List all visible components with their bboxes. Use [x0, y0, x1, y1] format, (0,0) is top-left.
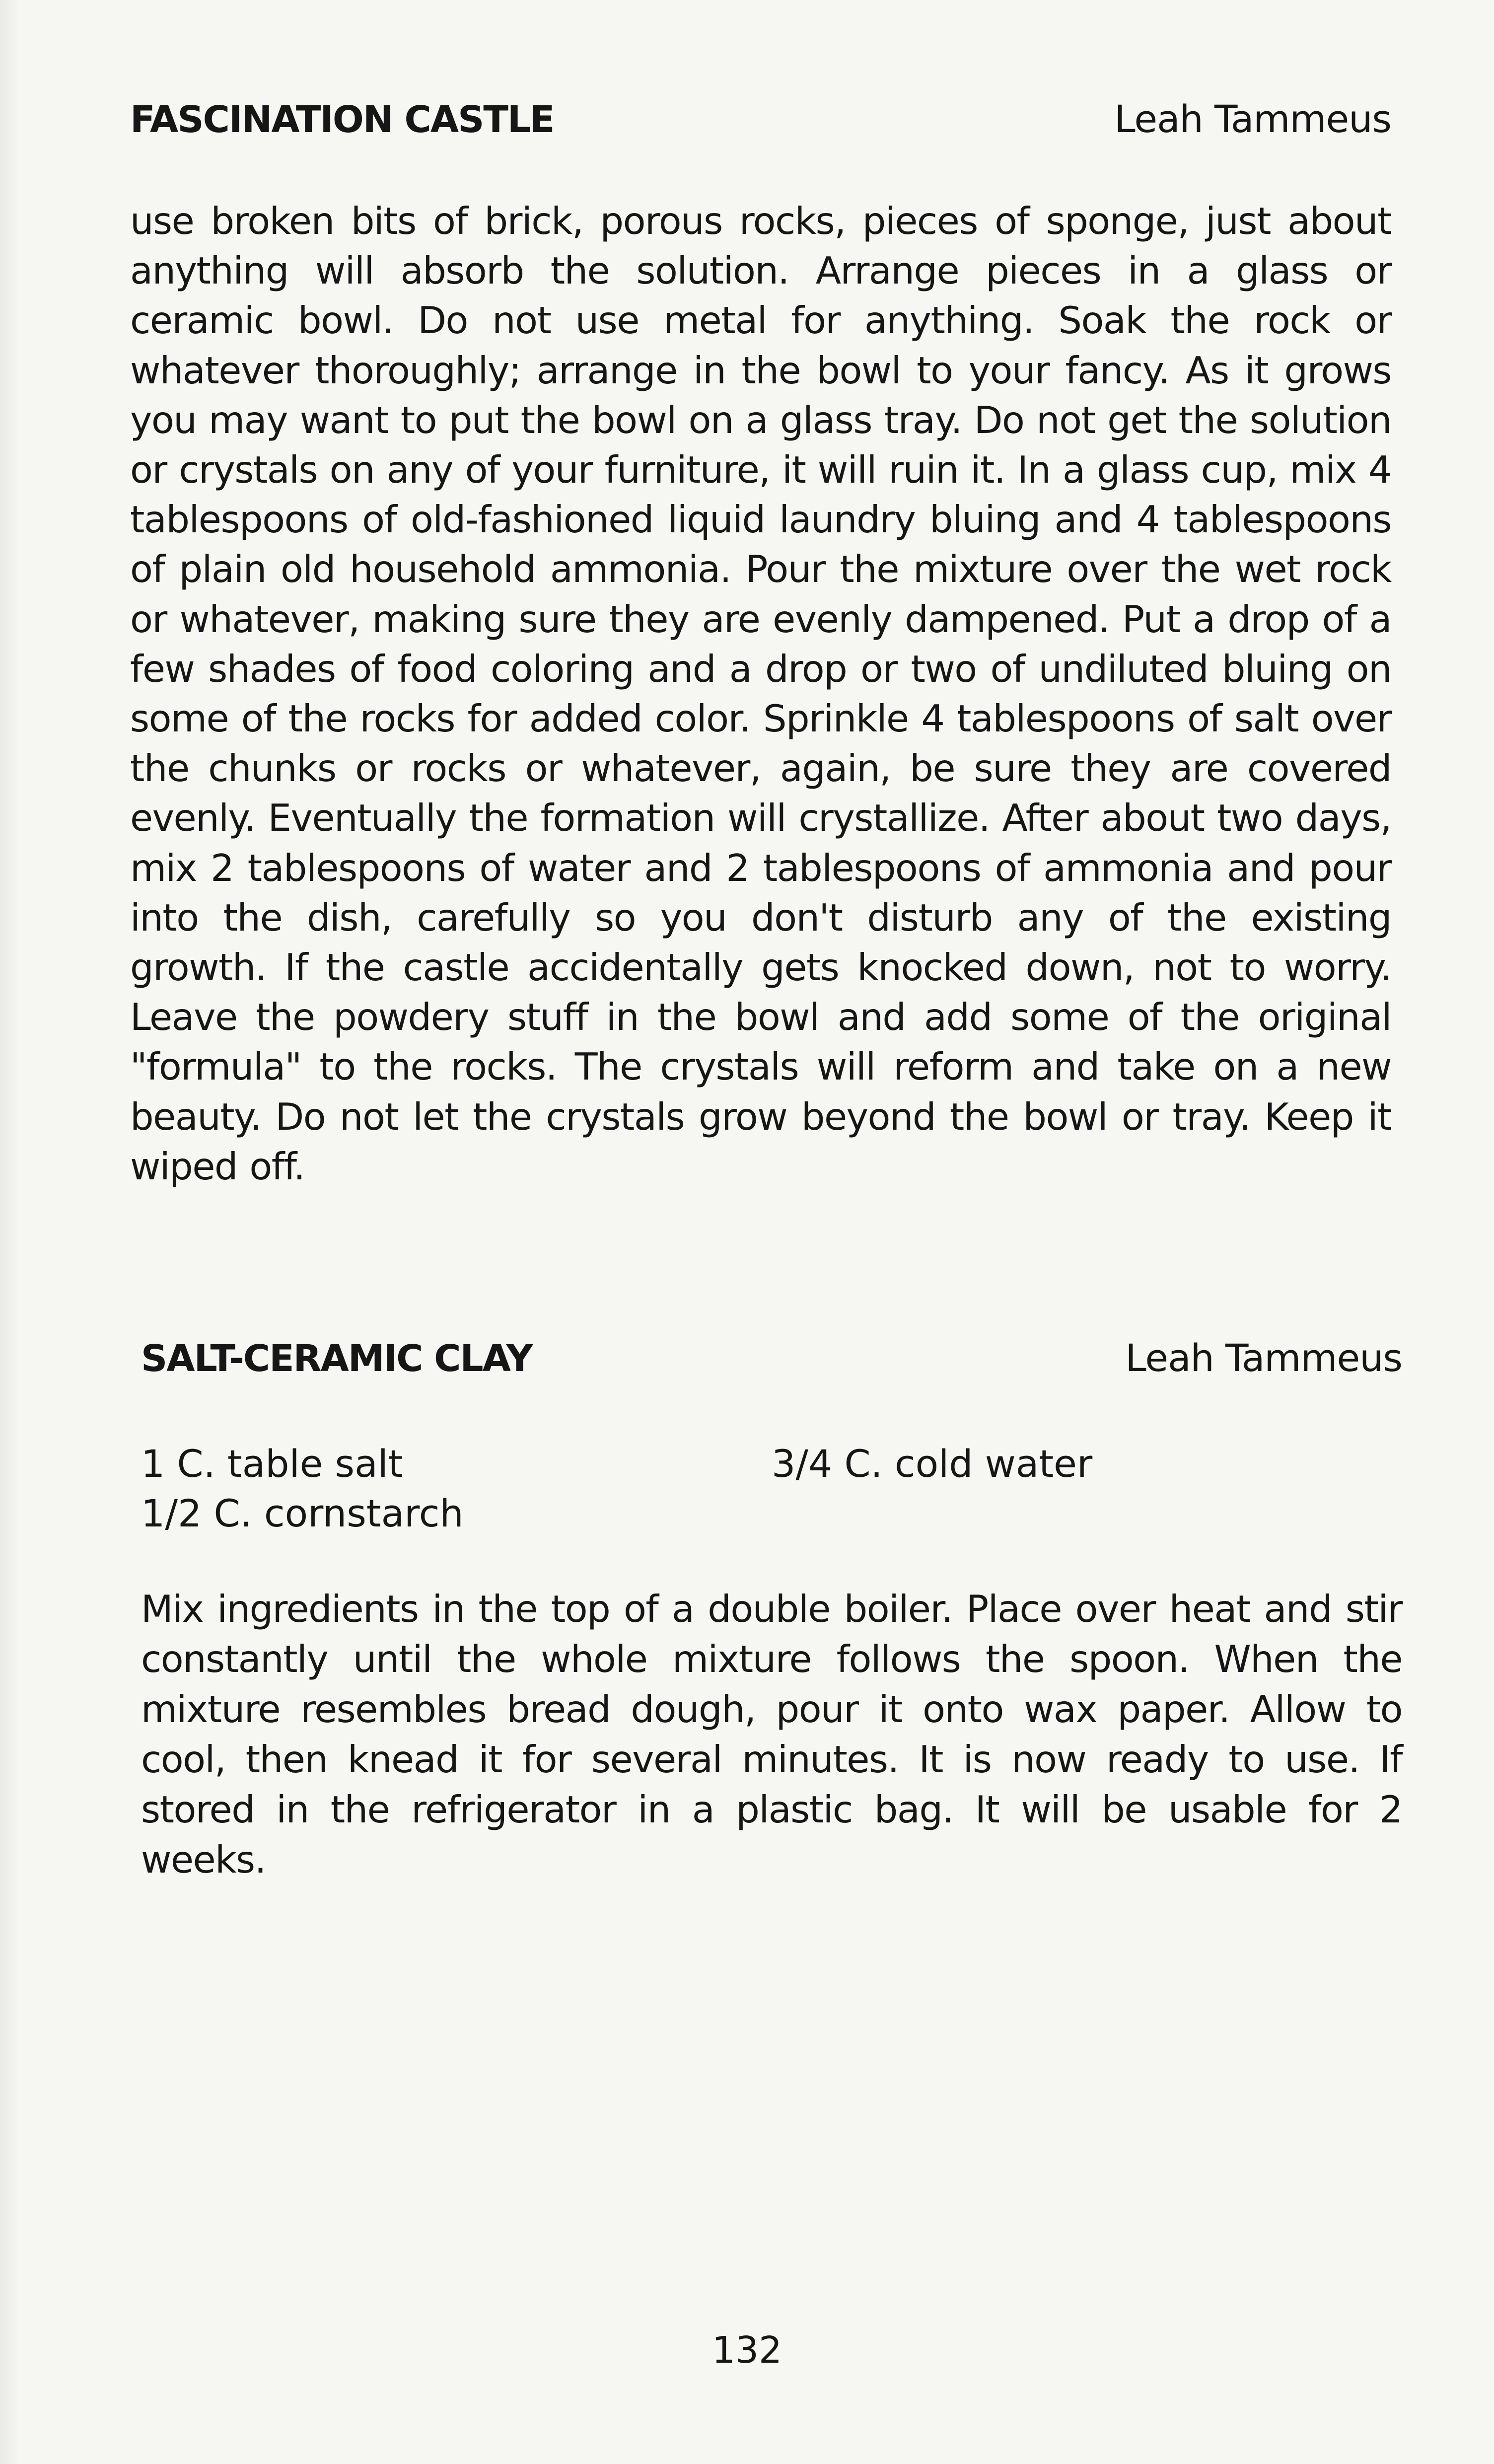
- recipe-author: Leah Tammeus: [1114, 97, 1391, 141]
- ingredient-item: 1 C. table salt: [141, 1442, 403, 1486]
- recipe-title: SALT-CERAMIC CLAY: [141, 1337, 532, 1380]
- ingredient-row: [141, 1489, 1402, 1538]
- recipe-title: FASCINATION CASTLE: [130, 98, 554, 141]
- recipe-instructions: Mix ingredients in the top of a double boiler. Place over heat and stir constantly until the whole mixture follows the spoon. When the mixture resembles bread dough, pour it onto wax paper. Allow to cool, then knead it for several minutes. It is now ready to use. If stored in the refrigerator in a plastic bag. It will be usable for 2 weeks.: [141, 1587, 1402, 1882]
- ingredient-item: 1/2 C. cornstarch: [141, 1491, 464, 1535]
- page-number: 132: [711, 2329, 783, 2372]
- ingredient-item-empty: [772, 1489, 1402, 1538]
- recipe-header-fascination-castle: [130, 97, 1391, 141]
- recipe-author: Leah Tammeus: [1125, 1336, 1402, 1380]
- recipe-header-salt-ceramic-clay: [141, 1336, 1402, 1380]
- ingredient-list: [141, 1439, 1402, 1538]
- ingredient-row: [141, 1439, 1402, 1489]
- page-edge-shadow: [0, 0, 20, 2464]
- recipe-instructions: use broken bits of brick, porous rocks, pieces of sponge, just about anything will absorb the solution. Arrange pieces in a glass or ceramic bowl. Do not use metal for anything. Soak the rock or whatever thoroughly; arrange in the bowl to your fancy. As it grows you may want to put the bowl on a glass tray. Do not get the solution or crystals on any of your furniture, it will ruin it. In a glass cup, mix 4 tablespoons of old-fashioned liquid laundry bluing and 4 tablespoons of plain old household ammonia. Pour the mixture over the wet rock or whatever, making sure they are evenly dampened. Put a drop of a few shades of food coloring and a drop or two of undiluted bluing on some of the rocks for added color. Sprinkle 4 tablespoons of salt over the chunks or rocks or whatever, again, be sure they are covered evenly. Eventually the formation will crystallize. After about two days, mix 2 tablespoons of water and 2 tablespoons of ammonia and pour into the dish, carefully so you don't disturb any of the existing growth. If the castle accidentally gets knocked down, not to worry. Leave the powdery stuff in the bowl and add some of the original "formula" to the rocks. The crystals will reform and take on a new beauty. Do not let the crystals grow beyond the bowl or tray. Keep it wiped off.: [130, 199, 1391, 1188]
- ingredient-item: 3/4 C. cold water: [772, 1442, 1093, 1486]
